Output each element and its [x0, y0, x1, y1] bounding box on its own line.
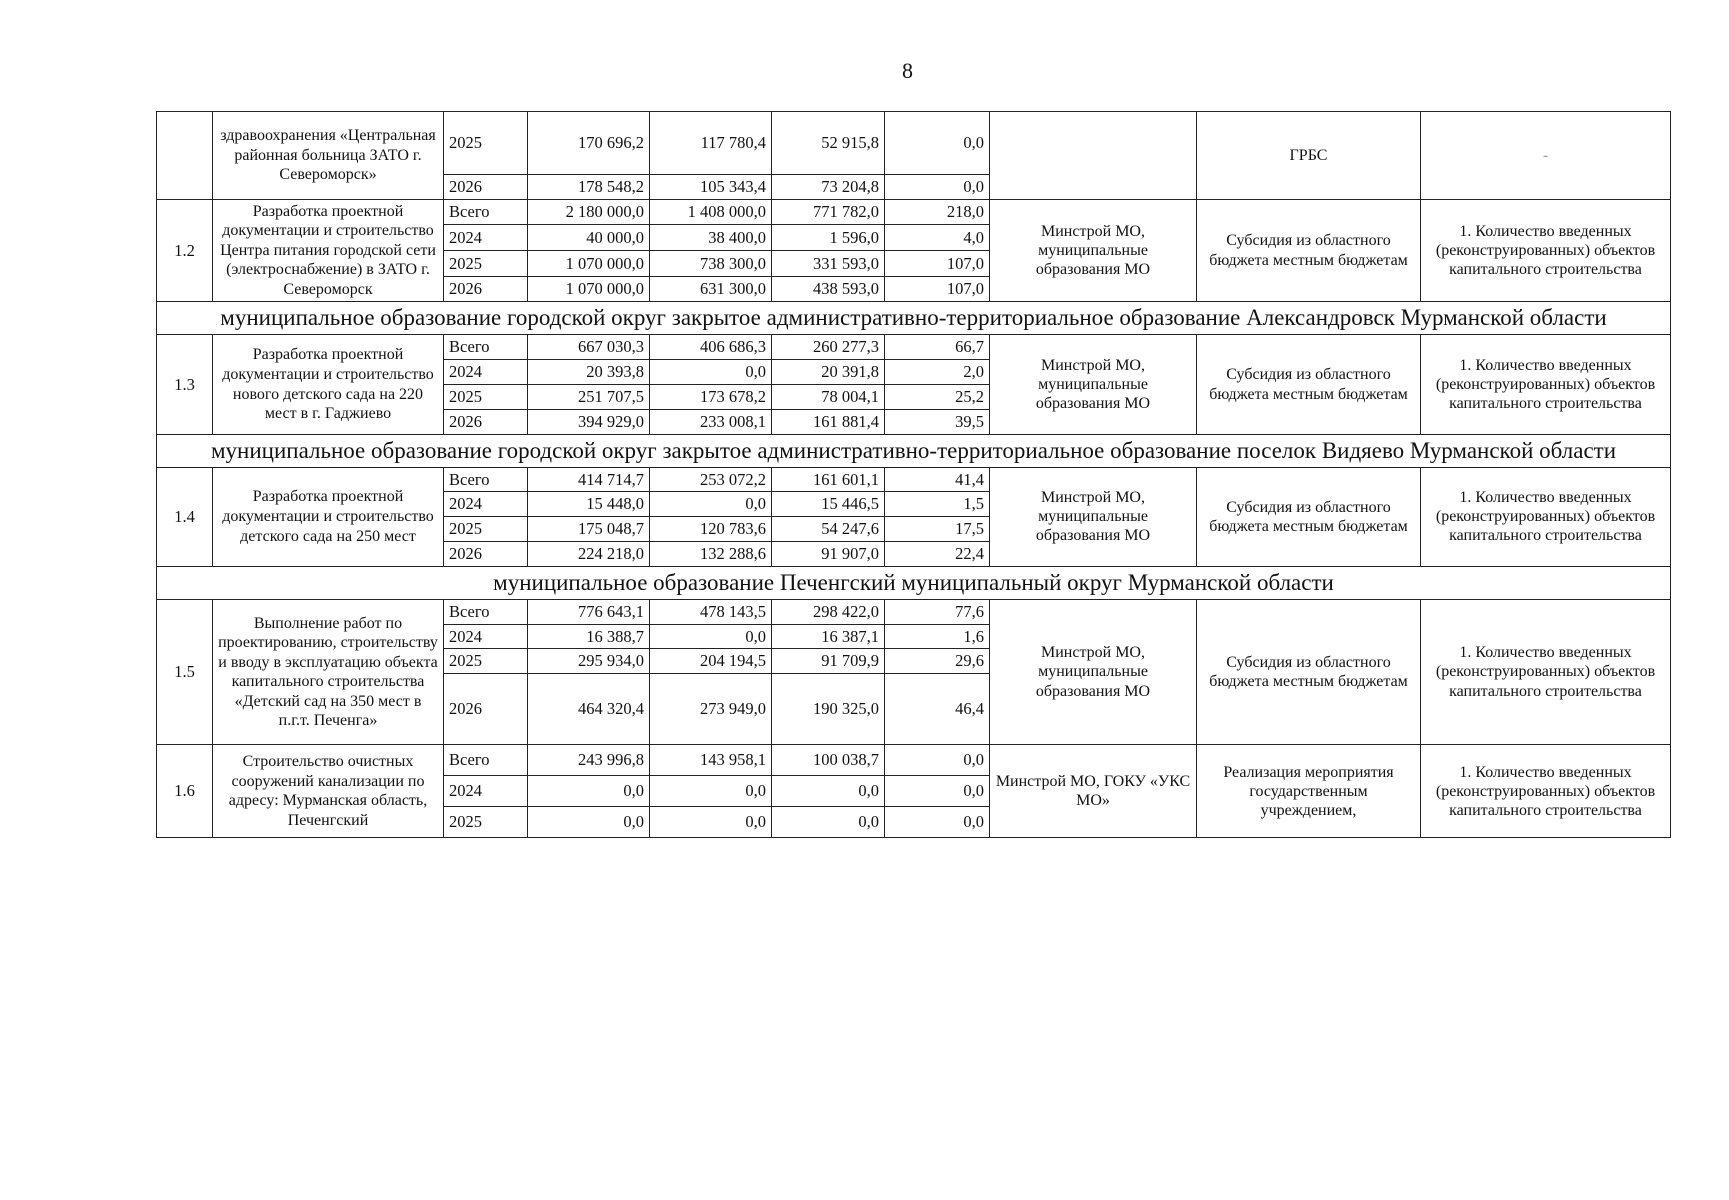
activity-name: здравоохранения «Центральная районная больница ЗАТО г. Североморск» [213, 112, 444, 200]
regional-budget-cell: 0,0 [650, 492, 772, 517]
year-cell: 2025 [444, 649, 528, 674]
federal-budget-cell: 161 881,4 [772, 409, 885, 434]
year-cell: 2026 [444, 276, 528, 302]
total-cell: 414 714,7 [528, 467, 650, 492]
section-heading: муниципальное образование городской округ закрытое административно-территориальное образование поселок Видяево Мурманской области [157, 434, 1671, 467]
year-cell: 2025 [444, 807, 528, 838]
federal-budget-cell: 20 391,8 [772, 360, 885, 385]
total-cell: 667 030,3 [528, 335, 650, 360]
regional-budget-cell: 105 343,4 [650, 175, 772, 200]
local-budget-cell: 4,0 [885, 225, 990, 251]
regional-budget-cell: 120 783,6 [650, 517, 772, 542]
federal-budget-cell: 73 204,8 [772, 175, 885, 200]
section-row [157, 566, 1671, 599]
total-cell: 175 048,7 [528, 517, 650, 542]
indicator-cell: 1. Количество введенных (реконструированных) объектов капитального строительства [1421, 599, 1671, 744]
local-budget-cell: 2,0 [885, 360, 990, 385]
indicator-cell: 1. Количество введенных (реконструированных) объектов капитального строительства [1421, 467, 1671, 566]
total-cell: 776 643,1 [528, 599, 650, 624]
local-budget-cell: 0,0 [885, 175, 990, 200]
total-cell: 394 929,0 [528, 409, 650, 434]
regional-budget-cell: 1 408 000,0 [650, 199, 772, 225]
activity-name: Выполнение работ по проектированию, строительству и вводу в эксплуатацию объекта капитального строительства «Детский сад на 350 мест в п.г.т. Печенга» [213, 599, 444, 744]
total-cell: 224 218,0 [528, 542, 650, 567]
federal-budget-cell: 771 782,0 [772, 199, 885, 225]
row-index: 1.4 [157, 467, 213, 566]
regional-budget-cell: 273 949,0 [650, 674, 772, 745]
regional-budget-cell: 143 958,1 [650, 745, 772, 776]
total-cell: 295 934,0 [528, 649, 650, 674]
year-cell: Всего [444, 467, 528, 492]
year-cell: Всего [444, 745, 528, 776]
activity-name: Разработка проектной документации и строительство детского сада на 250 мест [213, 467, 444, 566]
year-cell: 2025 [444, 517, 528, 542]
year-cell: 2025 [444, 112, 528, 175]
activity-name: Разработка проектной документации и строительство нового детского сада на 220 мест в г. Гаджиево [213, 335, 444, 434]
page-number: 8 [902, 58, 913, 83]
regional-budget-cell: 173 678,2 [650, 385, 772, 410]
federal-budget-cell: 260 277,3 [772, 335, 885, 360]
row-index: 1.2 [157, 199, 213, 302]
federal-budget-cell: 438 593,0 [772, 276, 885, 302]
regional-budget-cell: 233 008,1 [650, 409, 772, 434]
regional-budget-cell: 0,0 [650, 624, 772, 649]
section-row [157, 302, 1671, 335]
total-cell: 16 388,7 [528, 624, 650, 649]
executor-cell: Минстрой МО, муниципальные образования МО [990, 199, 1197, 302]
federal-budget-cell: 190 325,0 [772, 674, 885, 745]
table-row [157, 335, 1671, 360]
section-heading: муниципальное образование Печенгский муниципальный округ Мурманской области [157, 566, 1671, 599]
year-cell: 2024 [444, 624, 528, 649]
year-cell: 2024 [444, 360, 528, 385]
federal-budget-cell: 331 593,0 [772, 251, 885, 277]
federal-budget-cell: 0,0 [772, 807, 885, 838]
federal-budget-cell: 0,0 [772, 776, 885, 807]
section-row [157, 434, 1671, 467]
local-budget-cell: 39,5 [885, 409, 990, 434]
indicator-cell: 1. Количество введенных (реконструированных) объектов капитального строительства [1421, 745, 1671, 838]
table-row [157, 112, 1671, 175]
funding-source-cell: Субсидия из областного бюджета местным бюджетам [1197, 599, 1421, 744]
local-budget-cell: 107,0 [885, 251, 990, 277]
executor-cell: Минстрой МО, муниципальные образования МО [990, 467, 1197, 566]
local-budget-cell: 22,4 [885, 542, 990, 567]
indicator-cell: - [1421, 112, 1671, 200]
federal-budget-cell: 91 709,9 [772, 649, 885, 674]
total-cell: 1 070 000,0 [528, 276, 650, 302]
executor-cell: Минстрой МО, муниципальные образования МО [990, 335, 1197, 434]
local-budget-cell: 41,4 [885, 467, 990, 492]
federal-budget-cell: 54 247,6 [772, 517, 885, 542]
funding-source-cell: Субсидия из областного бюджета местным бюджетам [1197, 199, 1421, 302]
total-cell: 0,0 [528, 776, 650, 807]
total-cell: 15 448,0 [528, 492, 650, 517]
federal-budget-cell: 52 915,8 [772, 112, 885, 175]
year-cell: 2024 [444, 492, 528, 517]
total-cell: 2 180 000,0 [528, 199, 650, 225]
section-heading: муниципальное образование городской округ закрытое административно-территориальное образование Александровск Мурманской области [157, 302, 1671, 335]
federal-budget-cell: 298 422,0 [772, 599, 885, 624]
total-cell: 20 393,8 [528, 360, 650, 385]
local-budget-cell: 0,0 [885, 776, 990, 807]
executor-cell [990, 112, 1197, 200]
activity-name: Разработка проектной документации и строительство Центра питания городской сети (электроснабжение) в ЗАТО г. Североморск [213, 199, 444, 302]
regional-budget-cell: 38 400,0 [650, 225, 772, 251]
local-budget-cell: 107,0 [885, 276, 990, 302]
executor-cell: Минстрой МО, муниципальные образования МО [990, 599, 1197, 744]
federal-budget-cell: 91 907,0 [772, 542, 885, 567]
total-cell: 40 000,0 [528, 225, 650, 251]
year-cell: Всего [444, 199, 528, 225]
table-row [157, 599, 1671, 624]
regional-budget-cell: 406 686,3 [650, 335, 772, 360]
row-index: 1.5 [157, 599, 213, 744]
activity-name: Строительство очистных сооружений канализации по адресу: Мурманская область, Печенгский [213, 745, 444, 838]
year-cell: 2026 [444, 175, 528, 200]
year-cell: 2024 [444, 776, 528, 807]
table-row [157, 467, 1671, 492]
total-cell: 0,0 [528, 807, 650, 838]
total-cell: 1 070 000,0 [528, 251, 650, 277]
federal-budget-cell: 100 038,7 [772, 745, 885, 776]
total-cell: 251 707,5 [528, 385, 650, 410]
funding-source-cell: Субсидия из областного бюджета местным бюджетам [1197, 467, 1421, 566]
regional-budget-cell: 253 072,2 [650, 467, 772, 492]
row-index: 1.6 [157, 745, 213, 838]
table-row [157, 745, 1671, 776]
total-cell: 178 548,2 [528, 175, 650, 200]
total-cell: 243 996,8 [528, 745, 650, 776]
year-cell: Всего [444, 599, 528, 624]
year-cell: 2026 [444, 674, 528, 745]
row-index: 1.3 [157, 335, 213, 434]
local-budget-cell: 1,6 [885, 624, 990, 649]
year-cell: 2026 [444, 409, 528, 434]
funding-source-cell: Субсидия из областного бюджета местным бюджетам [1197, 335, 1421, 434]
regional-budget-cell: 132 288,6 [650, 542, 772, 567]
table-row [157, 199, 1671, 225]
local-budget-cell: 0,0 [885, 807, 990, 838]
regional-budget-cell: 478 143,5 [650, 599, 772, 624]
federal-budget-cell: 15 446,5 [772, 492, 885, 517]
regional-budget-cell: 631 300,0 [650, 276, 772, 302]
year-cell: 2025 [444, 251, 528, 277]
local-budget-cell: 17,5 [885, 517, 990, 542]
regional-budget-cell: 204 194,5 [650, 649, 772, 674]
year-cell: 2026 [444, 542, 528, 567]
regional-budget-cell: 0,0 [650, 360, 772, 385]
funding-source-cell: ГРБС [1197, 112, 1421, 200]
total-cell: 464 320,4 [528, 674, 650, 745]
executor-cell: Минстрой МО, ГОКУ «УКС МО» [990, 745, 1197, 838]
indicator-cell: 1. Количество введенных (реконструированных) объектов капитального строительства [1421, 199, 1671, 302]
regional-budget-cell: 0,0 [650, 807, 772, 838]
year-cell: Всего [444, 335, 528, 360]
local-budget-cell: 1,5 [885, 492, 990, 517]
local-budget-cell: 218,0 [885, 199, 990, 225]
local-budget-cell: 0,0 [885, 112, 990, 175]
federal-budget-cell: 78 004,1 [772, 385, 885, 410]
regional-budget-cell: 738 300,0 [650, 251, 772, 277]
local-budget-cell: 46,4 [885, 674, 990, 745]
regional-budget-cell: 0,0 [650, 776, 772, 807]
local-budget-cell: 25,2 [885, 385, 990, 410]
local-budget-cell: 77,6 [885, 599, 990, 624]
year-cell: 2025 [444, 385, 528, 410]
federal-budget-cell: 1 596,0 [772, 225, 885, 251]
federal-budget-cell: 16 387,1 [772, 624, 885, 649]
indicator-cell: 1. Количество введенных (реконструированных) объектов капитального строительства [1421, 335, 1671, 434]
local-budget-cell: 0,0 [885, 745, 990, 776]
local-budget-cell: 66,7 [885, 335, 990, 360]
funding-source-cell: Реализация мероприятия государственным учреждением, [1197, 745, 1421, 838]
federal-budget-cell: 161 601,1 [772, 467, 885, 492]
local-budget-cell: 29,6 [885, 649, 990, 674]
row-index [157, 112, 213, 200]
year-cell: 2024 [444, 225, 528, 251]
total-cell: 170 696,2 [528, 112, 650, 175]
regional-budget-cell: 117 780,4 [650, 112, 772, 175]
program-activities-table [156, 111, 1671, 838]
